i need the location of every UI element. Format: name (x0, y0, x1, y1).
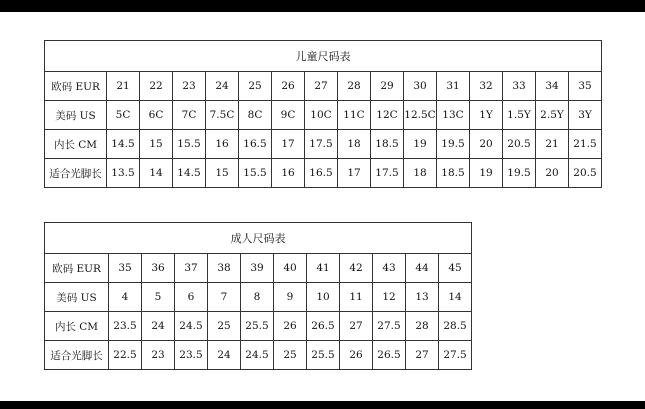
table-row (45, 254, 472, 283)
table-cell: 17.5 (371, 159, 404, 188)
table-cell: 34 (536, 72, 569, 101)
row-label: 适合光脚长 (45, 341, 109, 370)
row-label: 欧码 EUR (45, 72, 107, 101)
table-cell: 15 (206, 159, 239, 188)
table-cell: 21 (107, 72, 140, 101)
table-row (45, 312, 472, 341)
table-cell: 21 (536, 130, 569, 159)
table-cell: 11 (340, 283, 373, 312)
table-cell: 17 (338, 159, 371, 188)
table-cell: 31 (437, 72, 470, 101)
table-cell: 20 (470, 130, 503, 159)
table-cell: 7.5C (206, 101, 239, 130)
table-cell: 29 (371, 72, 404, 101)
table-cell: 8C (239, 101, 272, 130)
table-cell: 15.5 (173, 130, 206, 159)
table-cell: 19 (470, 159, 503, 188)
table-cell: 1.5Y (503, 101, 536, 130)
table-cell: 24 (206, 72, 239, 101)
table-cell: 24 (142, 312, 175, 341)
table-row (45, 130, 602, 159)
table-cell: 11C (338, 101, 371, 130)
table-cell: 18.5 (371, 130, 404, 159)
table-cell: 20 (536, 159, 569, 188)
adult-size-table (44, 222, 472, 370)
table-cell: 24 (208, 341, 241, 370)
table-cell: 23.5 (175, 341, 208, 370)
table-cell: 35 (569, 72, 602, 101)
table-cell: 14 (140, 159, 173, 188)
table-cell: 27 (406, 341, 439, 370)
table-cell: 25.5 (307, 341, 340, 370)
table-cell: 20.5 (569, 159, 602, 188)
table-cell: 13 (406, 283, 439, 312)
table-cell: 20.5 (503, 130, 536, 159)
table-cell: 4 (109, 283, 142, 312)
table-cell: 42 (340, 254, 373, 283)
table-cell: 22 (140, 72, 173, 101)
table-cell: 6 (175, 283, 208, 312)
table-cell: 14.5 (173, 159, 206, 188)
table-cell: 14.5 (107, 130, 140, 159)
table-cell: 25 (274, 341, 307, 370)
table-cell: 24.5 (175, 312, 208, 341)
row-label: 内长 CM (45, 312, 109, 341)
table-cell: 30 (404, 72, 437, 101)
row-label: 适合光脚长 (45, 159, 107, 188)
table-cell: 43 (373, 254, 406, 283)
table-cell: 35 (109, 254, 142, 283)
table-cell: 37 (175, 254, 208, 283)
table-cell: 12.5C (404, 101, 437, 130)
table-cell: 18.5 (437, 159, 470, 188)
bottom-border-band (0, 401, 645, 409)
table-cell: 17.5 (305, 130, 338, 159)
row-label: 美码 US (45, 283, 109, 312)
table-cell: 16.5 (239, 130, 272, 159)
row-label: 美码 US (45, 101, 107, 130)
row-label: 欧码 EUR (45, 254, 109, 283)
table-cell: 13.5 (107, 159, 140, 188)
kids-table-title: 儿童尺码表 (45, 41, 602, 72)
table-cell: 12 (373, 283, 406, 312)
table-cell: 27.5 (439, 341, 472, 370)
table-row (45, 72, 602, 101)
table-row (45, 159, 602, 188)
table-cell: 25 (239, 72, 272, 101)
table-cell: 23 (173, 72, 206, 101)
table-cell: 10C (305, 101, 338, 130)
table-cell: 12C (371, 101, 404, 130)
table-cell: 38 (208, 254, 241, 283)
table-cell: 26.5 (373, 341, 406, 370)
table-cell: 25 (208, 312, 241, 341)
table-cell: 36 (142, 254, 175, 283)
table-cell: 13C (437, 101, 470, 130)
table-cell: 7C (173, 101, 206, 130)
table-cell: 27 (340, 312, 373, 341)
top-border-band (0, 0, 645, 12)
table-cell: 7 (208, 283, 241, 312)
table-cell: 39 (241, 254, 274, 283)
table-cell: 40 (274, 254, 307, 283)
table-cell: 23 (142, 341, 175, 370)
table-cell: 32 (470, 72, 503, 101)
table-cell: 17 (272, 130, 305, 159)
table-cell: 19 (404, 130, 437, 159)
table-cell: 24.5 (241, 341, 274, 370)
table-cell: 26.5 (307, 312, 340, 341)
table-cell: 19.5 (503, 159, 536, 188)
table-cell: 27 (305, 72, 338, 101)
table-cell: 16 (272, 159, 305, 188)
table-cell: 33 (503, 72, 536, 101)
table-row (45, 341, 472, 370)
table-cell: 15.5 (239, 159, 272, 188)
table-cell: 26 (272, 72, 305, 101)
table-cell: 5 (142, 283, 175, 312)
table-cell: 18 (338, 130, 371, 159)
table-cell: 14 (439, 283, 472, 312)
table-cell: 5C (107, 101, 140, 130)
table-cell: 26 (340, 341, 373, 370)
table-cell: 6C (140, 101, 173, 130)
table-cell: 22.5 (109, 341, 142, 370)
table-cell: 27.5 (373, 312, 406, 341)
table-cell: 19.5 (437, 130, 470, 159)
table-cell: 2.5Y (536, 101, 569, 130)
table-cell: 9C (272, 101, 305, 130)
table-row (45, 101, 602, 130)
table-cell: 28 (406, 312, 439, 341)
table-cell: 45 (439, 254, 472, 283)
table-cell: 28.5 (439, 312, 472, 341)
table-cell: 9 (274, 283, 307, 312)
table-cell: 16 (206, 130, 239, 159)
table-cell: 25.5 (241, 312, 274, 341)
table-cell: 10 (307, 283, 340, 312)
table-cell: 21.5 (569, 130, 602, 159)
adult-table-title: 成人尺码表 (45, 223, 472, 254)
table-row (45, 283, 472, 312)
table-cell: 16.5 (305, 159, 338, 188)
table-cell: 1Y (470, 101, 503, 130)
row-label: 内长 CM (45, 130, 107, 159)
table-cell: 28 (338, 72, 371, 101)
table-cell: 23.5 (109, 312, 142, 341)
table-cell: 8 (241, 283, 274, 312)
table-cell: 41 (307, 254, 340, 283)
kids-size-table (44, 40, 602, 188)
table-cell: 3Y (569, 101, 602, 130)
table-cell: 18 (404, 159, 437, 188)
table-cell: 15 (140, 130, 173, 159)
table-cell: 26 (274, 312, 307, 341)
table-cell: 44 (406, 254, 439, 283)
